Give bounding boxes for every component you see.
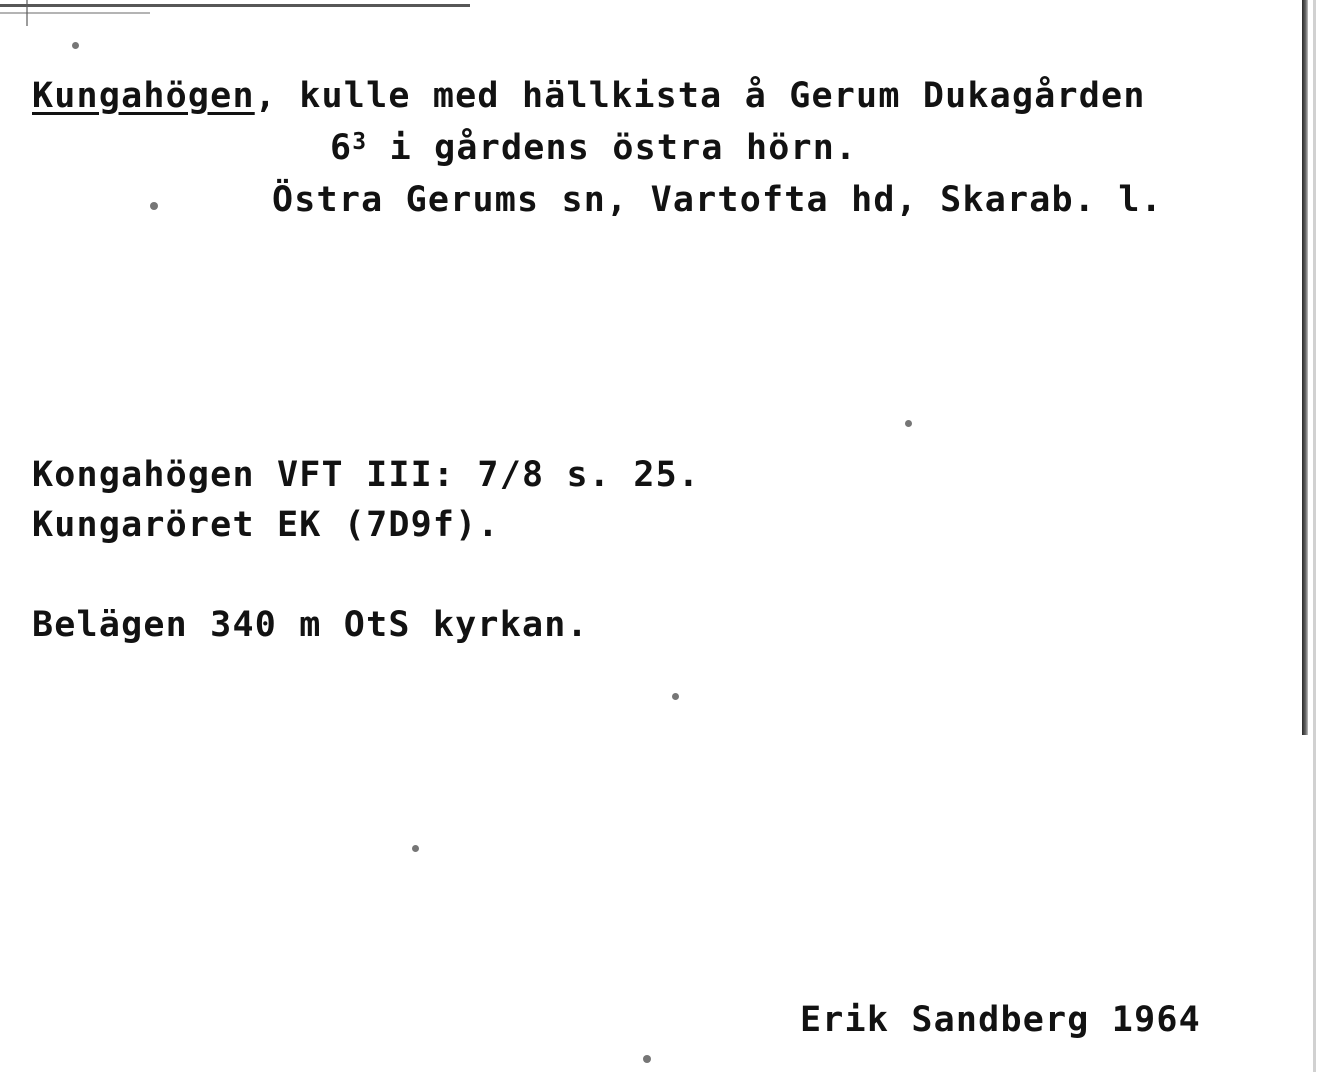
reference-line-1: Kongahögen VFT III: 7/8 s. 25.: [32, 455, 701, 495]
scan-speck: [643, 1055, 651, 1063]
scan-edge-left: [26, 0, 28, 26]
scan-edge-right: [1302, 0, 1308, 735]
card-title-line-1: [32, 76, 1146, 116]
scan-speck: [412, 845, 419, 852]
scan-speck: [72, 42, 79, 49]
property-location-text: i gårdens östra hörn.: [367, 128, 858, 168]
site-name: Kungahögen: [32, 76, 255, 116]
scan-edge-top-secondary: [0, 12, 150, 14]
property-number: 6: [330, 128, 353, 168]
card-title-line-2: [330, 128, 857, 168]
scan-speck: [150, 202, 158, 210]
card-parish-line: Östra Gerums sn, Vartofta hd, Skarab. l.: [272, 180, 1163, 220]
scan-speck: [905, 420, 912, 427]
property-number-superscript: 3: [352, 129, 368, 155]
scan-edge-right-secondary: [1313, 0, 1316, 1072]
reference-line-2: Kungaröret EK (7D9f).: [32, 505, 500, 545]
scan-speck: [672, 693, 679, 700]
card-title-rest: , kulle med hällkista å Gerum Dukagården: [254, 76, 1146, 116]
author-signature: Erik Sandberg 1964: [800, 1000, 1201, 1040]
location-note: Belägen 340 m OtS kyrkan.: [32, 605, 589, 645]
scan-edge-top: [0, 4, 470, 7]
